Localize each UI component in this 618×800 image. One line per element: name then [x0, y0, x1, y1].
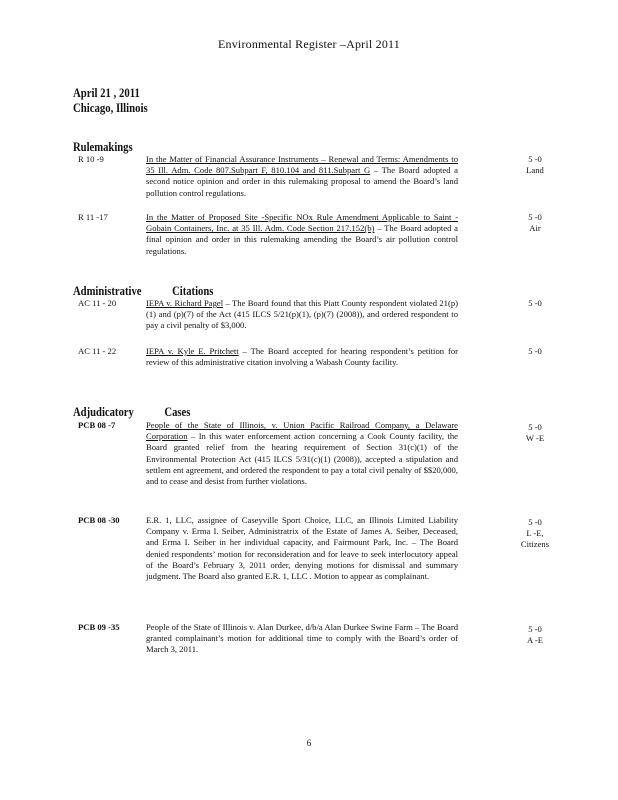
section-heading-rulemakings: Rulemakings — [73, 140, 133, 154]
vote-tally: 5 -0 — [528, 346, 542, 356]
section-heading-sub: Citations — [172, 284, 214, 298]
case-number: PCB 08 -7 — [78, 420, 116, 430]
case-category: W -E — [525, 433, 545, 444]
entry-body — [146, 622, 458, 656]
page-number: 6 — [306, 738, 312, 748]
case-number: PCB 08 -30 — [78, 515, 120, 525]
case-category: Air — [529, 223, 541, 234]
case-number: R 10 -9 — [78, 154, 104, 164]
vote-column — [505, 298, 565, 309]
page-header: Environmental Register –April 2011 — [218, 37, 400, 51]
section-heading-main: Administrative — [73, 284, 142, 298]
case-category: Land — [526, 165, 544, 176]
section-heading-adjudicatory — [73, 405, 190, 420]
section-heading-sub: Cases — [164, 405, 191, 419]
section-heading-administrative — [73, 284, 213, 299]
case-summary: – The Board accepted for hearing respondent’s petition for review of this administrative citation involving a Wabash County facility. — [146, 346, 458, 368]
vote-tally: 5 -0 — [528, 154, 542, 164]
entry-body — [146, 298, 458, 332]
entry-body — [146, 154, 458, 199]
vote-column — [505, 422, 565, 444]
case-summary: – The Board adopted a final opinion and order in this rulemaking amending the Board’s air pollution control regulations. — [146, 223, 459, 256]
case-summary: E.R. 1, LLC, assignee of Caseyville Sport Choice, LLC, an Illinois Limited Liability Company v. Erma I. Seiber, Administratrix of the Estate of James A. Seiber, Deceased, and Erma I. Seiber in her individual capacity, and Fairmount Park, Inc. – The Board denied respondents’ motion for reconsideration and for leave to seek interlocutory appeal of the Board’s February 3, 2011 order, denying motions for dismissal and summary judgment. The Board also granted E.R. 1, LLC . Motion to appear as complainant. — [146, 515, 458, 582]
dateline-date: April 21 , 2011 — [73, 86, 140, 100]
case-summary: – The Board found that this Piatt County respondent violated 21(p)(1) and (p)(7) of the Act (415 ILCS 5/21(p)(1), (p)(7) (2008)), and ordered respondent to pay a civil penalty of $3,000. — [146, 298, 458, 331]
case-number: R 11 -17 — [78, 212, 108, 222]
case-title: IEPA v. Kyle E. Pritchett — [146, 346, 239, 356]
vote-column — [505, 154, 565, 176]
vote-column — [505, 212, 565, 234]
entry-body — [146, 515, 458, 582]
case-number: PCB 09 -35 — [78, 622, 120, 632]
case-title: In the Matter of Proposed Site -Specific NOx Rule Amendment Applicable to Saint -Gobain Containers, Inc. at 35 Ill. Adm. Code Section 217.152(b) — [146, 212, 458, 234]
case-summary: – The Board adopted a second notice opinion and order in this rulemaking proposal to amend the Board’s land pollution control regulations. — [146, 165, 458, 198]
vote-column — [505, 624, 565, 646]
vote-tally: 5 -0 — [528, 422, 542, 432]
case-category: L -E, — [526, 528, 544, 539]
vote-tally: 5 -0 — [528, 212, 542, 222]
vote-tally: 5 -0 — [528, 624, 542, 634]
entry-body — [146, 420, 458, 487]
entry-body — [146, 346, 458, 368]
case-title: In the Matter of Financial Assurance Instruments – Renewal and Terms: Amendments to 35 Ill. Adm. Code 807.Subpart F, 810.104 and 811.Subpart G — [146, 154, 458, 176]
case-summary: People of the State of Illinois v. Alan Durkee, d/b/a Alan Durkee Swine Farm – The Board granted complainant’s motion for additional time to comply with the Board’s order of March 3, 2011. — [146, 622, 458, 655]
case-category-secondary: Citizens — [520, 539, 550, 550]
case-number: AC 11 - 20 — [78, 298, 117, 308]
vote-tally: 5 -0 — [528, 298, 542, 308]
section-heading-main: Adjudicatory — [73, 405, 134, 419]
case-number: AC 11 - 22 — [78, 346, 117, 356]
entry-body — [146, 212, 458, 257]
vote-tally: 5 -0 — [528, 517, 542, 527]
case-title: IEPA v. Richard Pagel — [146, 298, 224, 308]
vote-column — [505, 517, 565, 551]
vote-column — [505, 346, 565, 357]
dateline-place: Chicago, Illinois — [73, 101, 148, 115]
case-title: People of the State of Illinois, v. Union Pacific Railroad Company, a Delaware Corporation — [146, 420, 458, 442]
case-summary: – In this water enforcement action concerning a Cook County facility, the Board granted relief from the hearing requirement of Section 31(c)(1) of the Environmental Protection Act (415 ILCS 5/31(c)(1) (2008)), accepted a stipulation and settlem ent agreement, and ordered the respondent to pay a total civil penalty of $$20,000, and to cease and desist from further violations. — [146, 431, 458, 487]
case-category: A -E — [527, 635, 543, 646]
